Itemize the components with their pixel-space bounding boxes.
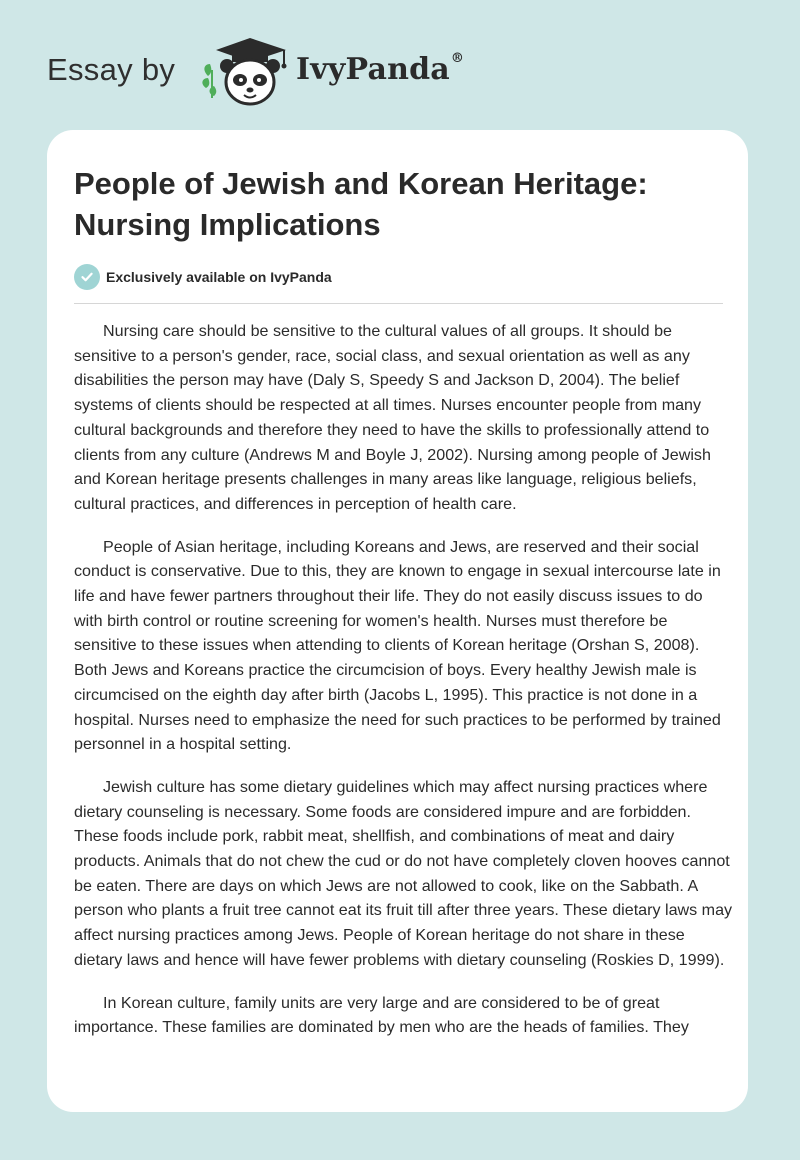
divider [74, 303, 723, 304]
check-circle-icon [74, 264, 100, 290]
panda-logo-icon[interactable] [200, 36, 292, 108]
brand-name[interactable]: IvyPanda® [296, 51, 465, 87]
site-header [0, 0, 800, 130]
exclusive-badge-text: Exclusively available on IvyPanda [106, 269, 332, 285]
essay-paragraph: Jewish culture has some dietary guidelines which may affect nursing practices where dietary counseling is necessary. Some foods are considered impure and are forbidden. These foods include pork, rabbit meat, shellfish, and combinations of meat and dairy products. Animals that do not chew the cud or do not have completely cloven hooves cannot be eaten. There are days on which Jews are not allowed to cook, like on the Sabbath. A person who plants a fruit tree cannot eat its fruit till after three years. These dietary laws may affect nursing practices among Jews. People of Korean heritage do not share in these dietary laws and hence will have fewer problems with dietary counseling (Roskies D, 1999). [74, 777, 733, 969]
essay-by-label: Essay by [47, 52, 176, 87]
exclusive-badge [74, 264, 332, 290]
essay-body [74, 319, 734, 1058]
essay-paragraph: People of Asian heritage, including Koreans and Jews, are reserved and their social conduct is conservative. Due to this, they are known to engage in sexual intercourse late in life and have fewer partners throughout their life. They do not easily discuss issues to do with birth control or routine screening for women's health. Nurses must therefore be sensitive to these issues when attending to clients of Korean heritage (Orshan S, 2008). Both Jews and Koreans practice the circumcision of boys. Every healthy Jewish male is circumcised on the eighth day after birth (Jacobs L, 1995). This practice is not done in a hospital. Nurses need to emphasize the need for such practices to be performed by trained personnel in a hospital setting. [74, 537, 721, 754]
page-title: People of Jewish and Korean Heritage: Nursing Implications [74, 166, 648, 242]
registered-mark: ® [450, 51, 465, 66]
essay-paragraph: In Korean culture, family units are very large and are considered to be of great importance. These families are dominated by men who are the heads of families. They [74, 993, 689, 1037]
essay-card [47, 130, 748, 1112]
essay-paragraph: Nursing care should be sensitive to the cultural values of all groups. It should be sensitive to a person's gender, race, social class, and sexual orientation as well as any disabilities the person may have (Daly S, Speedy S and Jackson D, 2004). The belief systems of clients should be respected at all times. Nurses encounter people from many cultural backgrounds and therefore they need to have the skills to professionally attend to clients from any culture (Andrews M and Boyle J, 2002). Nursing among people of Jewish and Korean heritage presents challenges in many areas like language, religious beliefs, cultural practices, and differences in perception of health care. [74, 322, 711, 513]
